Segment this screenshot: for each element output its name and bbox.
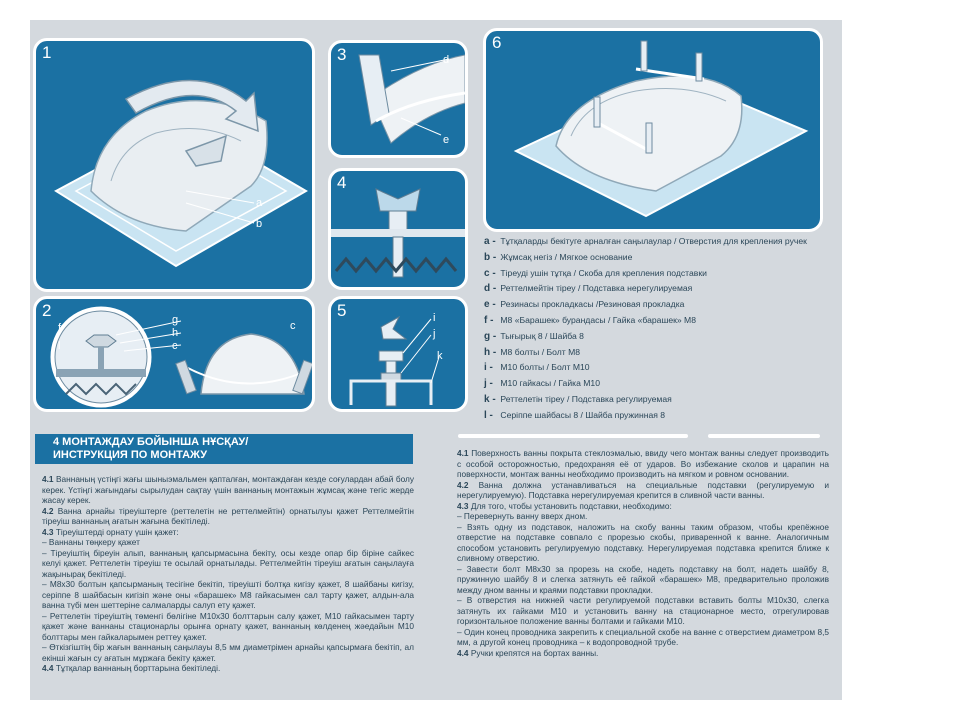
bathtub-flip-illustration — [36, 41, 312, 289]
stand-mount-illustration — [36, 299, 312, 409]
legend-text: Серіппе шайбасы 8 / Шайба пружинная 8 — [500, 409, 666, 420]
legend-item — [484, 236, 844, 252]
legend-text: Тұтқаларды бекітуге арналған саңылаулар / Отверстия для крепления ручек — [500, 236, 807, 246]
paragraph-text: – В отверстия на нижней части регулируемой подставки вставить болты M10х30, слегка затянуть их гайками M10 и установить ванну на стационарное место, отрегулировав горизонтальное положение ванны болтами и гайками M10. — [457, 595, 829, 626]
instruction-paragraph — [42, 642, 414, 663]
installed-bathtub-illustration — [486, 31, 820, 229]
instructions-russian — [457, 448, 829, 658]
legend-key: e - — [484, 299, 496, 311]
figure-number: 1 — [42, 43, 52, 62]
paragraph-number: 4.2 — [457, 479, 469, 490]
instruction-paragraph — [457, 522, 829, 564]
paragraph-text: Тіреуіштерді орнату үшін қажет: — [53, 526, 179, 537]
legend-item — [484, 410, 844, 426]
paragraph-text: – M8х30 болтын қапсырманың тесігіне бекітіп, тіреуішті болтқа кигізу қажет, 8 шайбаны кигізу, серіппе 8 шайбасын кигізіп және оны «барашек» M8 гайкасымен сал тарту қажет, алдын-ала ванна түбі мен шеттеріне салмаларды салуп ету қажет. — [42, 579, 414, 610]
paragraph-text: Тұтқалар ваннаның борттарына бекітіледі. — [53, 663, 221, 673]
figure-3-panel — [328, 40, 468, 158]
legend-key: a - — [484, 236, 496, 247]
paragraph-text: – Реттелетін тіреуіштің төменгі бөлігіне M10х30 болттарын салу қажет, M10 гайкасымен тарту қажет және ваннаны стационарлы орынға орнату қажет, ваннаның көлденең жәедайын M10 болттары мен гайкаларымен реттеу қажет. — [42, 610, 414, 642]
paragraph-number: 4.4 — [457, 647, 469, 658]
figure-4-panel — [328, 168, 468, 290]
legend-item — [484, 347, 844, 363]
legend-item — [484, 252, 844, 268]
figure-number: 3 — [337, 45, 347, 64]
instructions-kazakh — [42, 474, 414, 674]
label-c-right: c — [290, 320, 296, 332]
legend-item — [484, 331, 844, 347]
label-b: b — [256, 218, 263, 230]
instruction-paragraph — [457, 648, 829, 659]
legend-text: M8 болты / Болт M8 — [500, 346, 581, 357]
instruction-paragraph — [42, 611, 414, 643]
legend-text: M10 болты / Болт M10 — [500, 362, 590, 373]
adjustable-stand-illustration — [331, 299, 465, 409]
legend-key: k - — [484, 393, 496, 405]
legend-text: Тығырық 8 / Шайба 8 — [500, 330, 584, 341]
paragraph-text: – Завести болт M8х30 за прорезь на скобе, надеть подставку на болт, надеть шайбу 8, пружинную шайбу 8 и слегка затянуть её гайкой «барашек» M8, предварительно проложив между дном ванны и краями подставки прокладки. — [457, 563, 829, 595]
label-f: f — [58, 322, 62, 334]
paragraph-text: – Ваннаны төңкеру қажет — [42, 537, 140, 547]
legend-text: Реттелетін тіреу / Подставка регулируемая — [500, 393, 672, 404]
label-d: d — [443, 54, 450, 66]
label-k: k — [437, 350, 443, 362]
figure-number: 4 — [337, 173, 347, 192]
instruction-paragraph — [42, 579, 414, 611]
legend-text: Тіреуді ушін тұтқа / Скоба для крепления подставки — [500, 267, 707, 278]
paragraph-number: 4.1 — [42, 474, 54, 484]
label-l: l — [58, 340, 61, 352]
instruction-paragraph — [457, 480, 829, 501]
legend-item — [484, 268, 844, 284]
stand-gasket-illustration — [331, 43, 465, 155]
instruction-paragraph — [42, 537, 414, 548]
legend-key: f - — [484, 314, 494, 326]
instruction-paragraph — [42, 548, 414, 580]
paragraph-text: Для того, чтобы установить подставки, необходимо: — [468, 500, 672, 511]
figure-1-panel — [33, 38, 315, 292]
instruction-paragraph — [42, 506, 414, 527]
section-title-line-2: ИНСТРУКЦИЯ ПО МОНТАЖУ — [53, 448, 208, 461]
label-a: a — [256, 197, 263, 209]
legend-text: M10 гайкасы / Гайка M10 — [500, 378, 600, 389]
legend-item — [484, 394, 844, 410]
legend-text: Резинасы прокладкасы /Резиновая прокладка — [500, 299, 685, 310]
paragraph-text: Ванна арнайы тіреуіштерге (реттелетін не реттелмейтін) орнатылуы қажет Реттелмейтін тіреуіш ваннаның ағатын жағына бекітіледі. — [42, 505, 414, 526]
label-i: i — [433, 312, 436, 324]
paragraph-text: – Перевернуть ванну вверх дном. — [457, 511, 588, 521]
legend-key: j - — [484, 378, 493, 390]
legend-key: c - — [484, 267, 496, 279]
paragraph-text: Ваннаның үстіңгі жағы шыныэмальмен қапталған, монтаждаған кезде соғулардан абай болу керек. Үстіңгі жағындағы сырылудан сақтау үшін ваннаның монтажын жұмсақ және тегіс жерде жасау керек. — [42, 474, 414, 505]
paragraph-text: Поверхность ванны покрыта стеклоэмалью, ввиду чего монтаж ванны следует производить с особой осторожностью, предохраняя её от ударов. Во избежание сколов и царапин на поверхности, монтаж ванны необходимо производить на мягком и ровном основании. — [457, 448, 829, 479]
paragraph-number: 4.2 — [42, 505, 54, 516]
instruction-paragraph — [457, 511, 829, 522]
wing-nut-illustration — [331, 171, 465, 287]
label-c: c — [172, 340, 178, 352]
label-j: j — [433, 328, 436, 340]
figure-5-panel — [328, 296, 468, 412]
figure-2-panel — [33, 296, 315, 412]
figure-6-panel — [483, 28, 823, 232]
paragraph-number: 4.4 — [42, 663, 54, 673]
instruction-paragraph — [42, 474, 414, 506]
figure-number: 5 — [337, 301, 347, 320]
legend-item — [484, 378, 844, 394]
instruction-paragraph — [457, 564, 829, 596]
section-title — [35, 434, 413, 464]
paragraph-text: – Взять одну из подставок, наложить на скобу ванны таким образом, чтобы крепёжное отверстие на подставке совпало с прорезью скобы, приваренной к ванне. Аналогичным способом установить регулируемую подставку. Нерегулируемая подставка крепится ближе к сливному отверстию. — [457, 521, 829, 563]
legend-key: g - — [484, 330, 497, 342]
paragraph-text: – Тіреуіштің біреуін алып, ваннаның қапсырмасына бекіту, осы кезде опар бір біріне сайкес келуі қажет. Реттелетін тіреуіш те осылай орнатылады. Реттелмейтін тіреуіш ағатын саңылауға жақынырақ бекітіледі. — [42, 547, 414, 579]
label-g: g — [172, 314, 179, 326]
legend-key: l - — [484, 409, 493, 421]
paragraph-number: 4.1 — [457, 448, 469, 458]
parts-legend — [484, 236, 844, 426]
paragraph-text: Ручки крепятся на бортах ванны. — [468, 647, 599, 658]
legend-item — [484, 299, 844, 315]
instruction-paragraph — [42, 663, 414, 674]
figure-number: 6 — [492, 33, 502, 52]
paragraph-text: – Один конец проводника закрепить к специальной скобе на ванне с отверстием диаметром 8,5 мм, а другой конец проводника – к водопроводной трубе. — [457, 626, 829, 647]
legend-text: Реттелмейтін тіреу / Подставка нерегулируемая — [500, 283, 693, 294]
legend-item — [484, 315, 844, 331]
paragraph-number: 4.3 — [42, 526, 54, 537]
legend-key: d - — [484, 283, 497, 295]
legend-item — [484, 283, 844, 299]
legend-item — [484, 362, 844, 378]
instruction-paragraph — [457, 501, 829, 512]
legend-key: h - — [484, 346, 497, 358]
paragraph-text: – Өткізгіштің бір жағын ваннаның саңылауы 8,5 мм диаметрімен арнайы қапсырмаға бекітіп, ал екінші жағын су ағатын мұржаға бекіту қажет. — [42, 642, 414, 663]
label-h: h — [172, 327, 179, 339]
section-title-line-1: 4 МОНТАЖДАУ БОЙЫНША НҰСҚАУ/ — [53, 436, 249, 448]
paragraph-number: 4.3 — [457, 500, 469, 511]
label-e: e — [443, 134, 450, 146]
legend-key: b - — [484, 251, 497, 263]
paragraph-text: Ванна должна устанавливаться на специальные подставки (регулируемую и нерегулируемую). Подставка нерегулируемая крепится в сливной части ванны. — [457, 479, 829, 500]
divider-strip — [458, 434, 688, 438]
figure-number: 2 — [42, 301, 52, 320]
legend-text: Жұмсақ негіз / Мягкое основание — [500, 251, 633, 262]
instruction-paragraph — [457, 595, 829, 627]
divider-strip — [708, 434, 820, 438]
instruction-paragraph — [457, 627, 829, 648]
legend-key: i - — [484, 362, 493, 374]
instruction-paragraph — [42, 527, 414, 538]
instruction-paragraph — [457, 448, 829, 480]
legend-text: M8 «Барашек» бурандасы / Гайка «барашек» M8 — [500, 314, 696, 325]
